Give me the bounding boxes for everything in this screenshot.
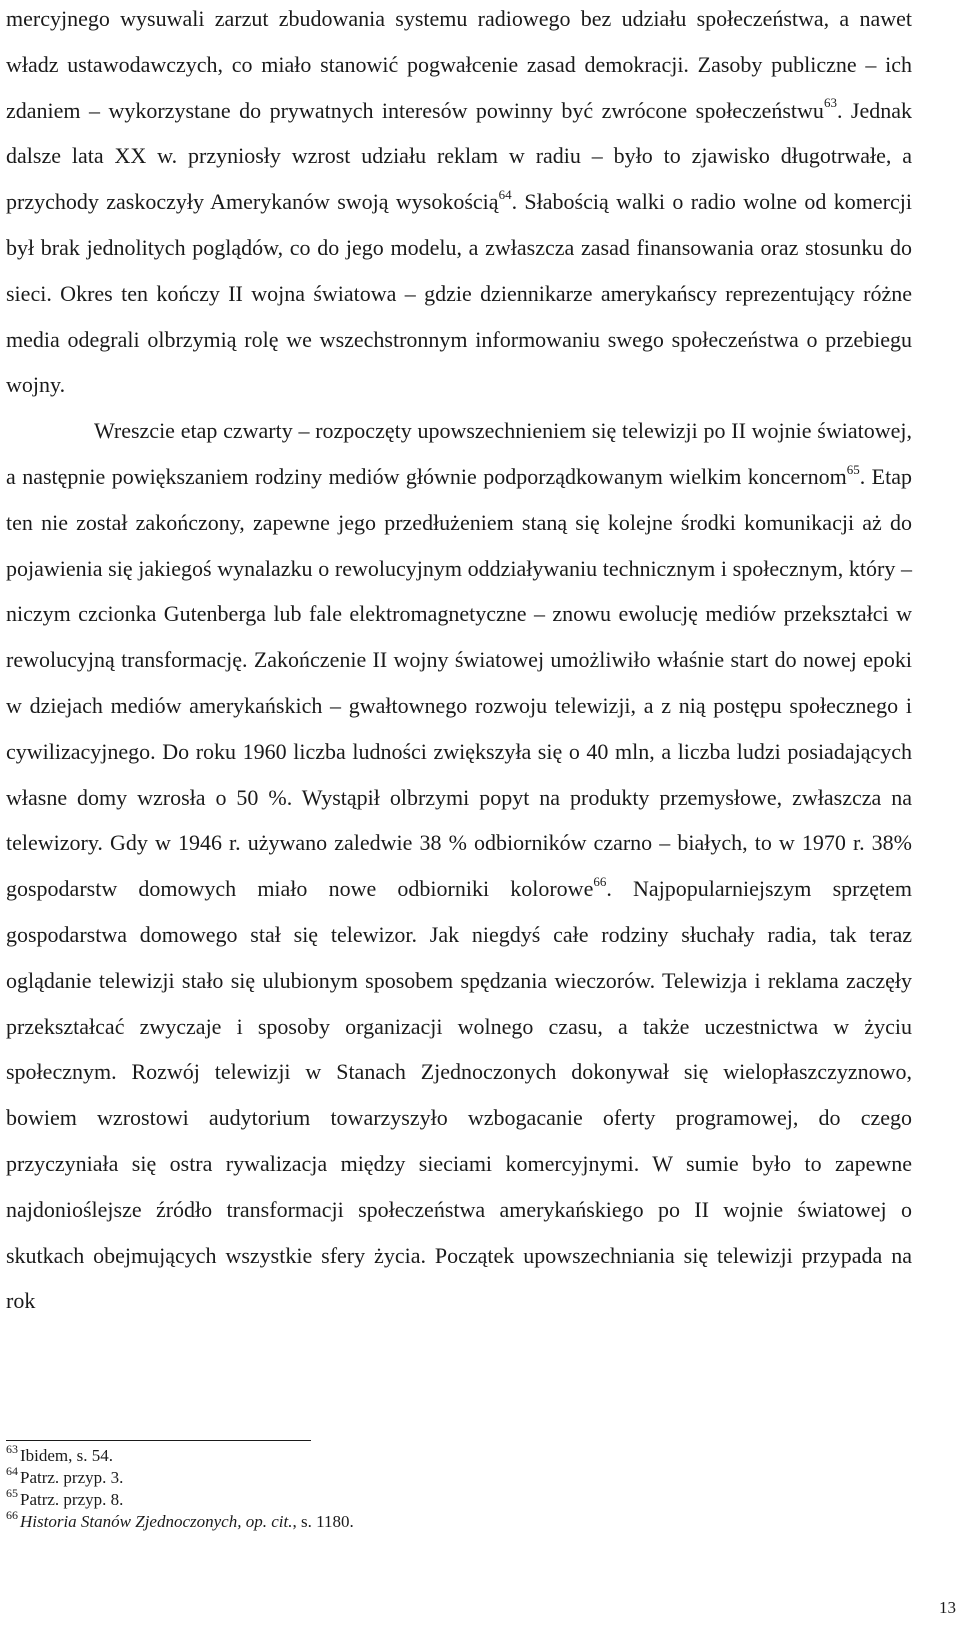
- page-number: 13: [939, 1598, 956, 1617]
- footnote-65: [6, 1486, 906, 1511]
- footnote-reference[interactable]: 66: [593, 873, 607, 889]
- paragraph-text: . Etap ten nie został zakończony, zapewne jego przedłużeniem staną się kolejne środki komunikacji aż do pojawienia się jakiegoś wynalazku o rewolucyjnym oddziaływaniu technicznym i społecznym, który – niczym czcionka Gutenberga lub fale elektromagnetyczne – znowu ewolucję mediów przekształci w rewolucyjną transformację. Zakończenie II wojny światowej umożliwiło właśnie start do nowej epoki w dziejach mediów amerykańskich – gwałtownego rozwoju telewizji, a z nią postępu społecznego i cywilizacyjnego. Do roku 1960 liczba ludności zwiększyła się o 40 mln, a liczba ludzi posiadających własne domy wzrosła o 50 %. Wystąpił olbrzymi popyt na produkty przemysłowe, zwłaszcza na telewizory. Gdy w 1946 r. używano zaledwie 38 % odbiorników czarno – białych, to w 1970 r. 38% gospodarstw domowych miało nowe odbiorniki kolorowe: [6, 463, 912, 902]
- footnote-text: Patrz. przyp. 3.: [20, 1468, 124, 1487]
- footnote-marker: 63: [6, 1442, 18, 1457]
- paragraph-text: . Słabością walki o radio wolne od komercji był brak jednolitych poglądów, co do jego modelu, a zwłaszcza zasad finansowania oraz stosunku do sieci. Okres ten kończy II wojna światowa – gdzie dziennikarze amerykańscy reprezentujący różne media odegrali olbrzymią rolę we wszechstronnym informowaniu swego społeczeństwa o przebiegu wojny.: [6, 189, 912, 398]
- paragraph-text: Wreszcie etap czwarty – rozpoczęty upowszechnieniem się telewizji po II wojnie światowej, a następnie powiększaniem rodziny mediów głównie podporządkowanym wielkim koncernom: [6, 418, 912, 489]
- footnote-italic-title: Historia Stanów Zjednoczonych, op. cit.: [20, 1512, 293, 1531]
- footnote-text: Ibidem, s. 54.: [20, 1446, 114, 1465]
- paragraph-text: . Jednak dalsze lata XX w. przyniosły wzrost udziału reklam w radiu – było to zjawisko długotrwałe, a przychody zaskoczyły Amerykanów swoją wysokością: [6, 97, 913, 215]
- footnote-reference[interactable]: 64: [498, 186, 512, 202]
- footnote-text: Patrz. przyp. 8.: [20, 1490, 124, 1509]
- body-text: [6, 0, 912, 1324]
- document-page: [6, 0, 912, 1324]
- footnote-marker: 65: [6, 1486, 18, 1501]
- footnotes: [6, 1442, 906, 1533]
- footnote-separator: [6, 1440, 311, 1441]
- footnote-63: [6, 1442, 906, 1467]
- footnote-suffix: , s. 1180.: [292, 1512, 354, 1531]
- paragraph: [6, 408, 912, 1324]
- footnote-marker: 66: [6, 1508, 18, 1523]
- footnote-66: [6, 1508, 906, 1533]
- footnote-64: [6, 1464, 906, 1489]
- footnote-reference[interactable]: 63: [823, 95, 837, 111]
- paragraph-text: . Najpopularniejszym sprzętem gospodarstwa domowego stał się telewizor. Jak niegdyś całe rodziny słuchały radia, tak teraz oglądanie telewizji stało się ulubionym sposobem spędzania wieczorów. Telewizja i reklama zaczęły przekształcać zwyczaje i sposoby organizacji wolnego czasu, a także uczestnictwa w życiu społecznym. Rozwój telewizji w Stanach Zjednoczonych dokonywał się wielopłaszczyznowo, bowiem wzrostowi audytorium towarzyszyło wzbogacanie oferty programowej, do czego przyczyniała się ostra rywalizacja między sieciami komercyjnymi. W sumie było to zapewne najdonioślejsze źródło transformacji społeczeństwa amerykańskiego po II wojnie światowej o skutkach obejmujących wszystkie sfery życia. Początek upowszechniania się telewizji przypada na rok: [6, 876, 912, 1314]
- paragraph-text: mercyjnego wysuwali zarzut zbudowania systemu radiowego bez udziału społeczeństwa, a nawet władz ustawodawczych, co miało stanowić pogwałcenie zasad demokracji. Zasoby publiczne – ich zdaniem – wykorzystane do prywatnych interesów powinny być zwrócone społeczeństwu: [6, 6, 912, 123]
- footnote-marker: 64: [6, 1464, 18, 1479]
- footnote-reference[interactable]: 65: [846, 461, 860, 477]
- paragraph: [6, 0, 912, 408]
